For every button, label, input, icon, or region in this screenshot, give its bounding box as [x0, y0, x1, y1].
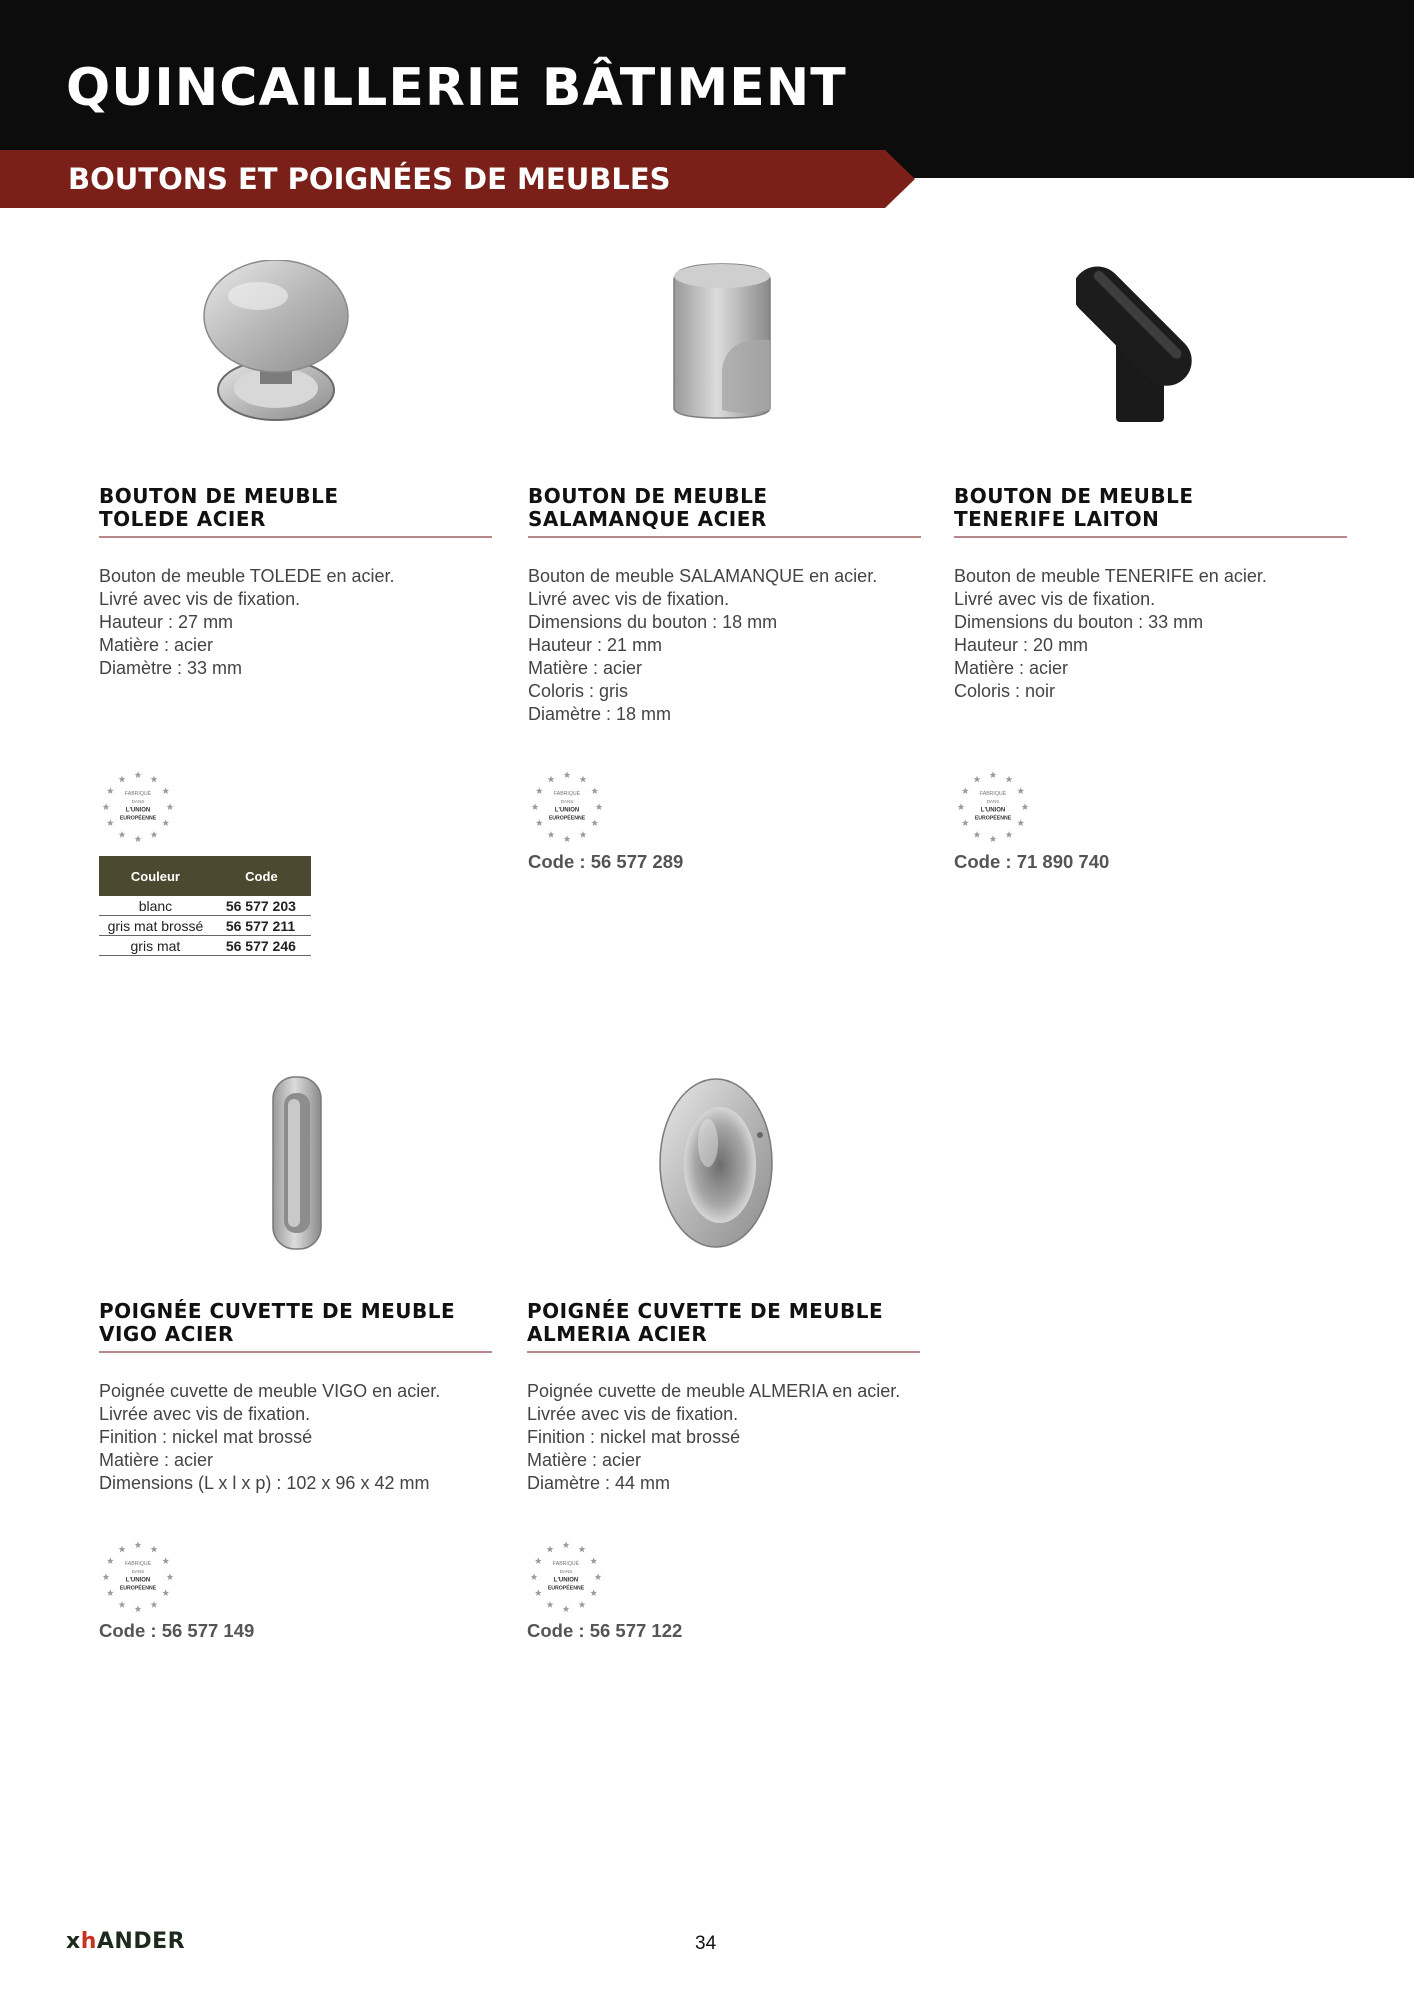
table-row [99, 936, 311, 956]
description-line: Hauteur : 21 mm [528, 635, 663, 655]
badge-star-icon [547, 1546, 554, 1553]
badge-star-icon [107, 819, 114, 826]
product-description [528, 565, 923, 726]
badge-star-icon [1017, 819, 1024, 826]
brand-logo [66, 1929, 185, 1954]
badge-star-icon [1006, 831, 1013, 838]
badge-star-icon [548, 831, 555, 838]
badge-star-icon [151, 831, 158, 838]
product-salamanque [528, 240, 923, 880]
badge-text: FABRIQUÉ [124, 1561, 152, 1567]
product-title-line: BOUTON DE MEUBLE [528, 484, 768, 508]
badge-star-icon [595, 1573, 602, 1580]
badge-text: EUROPÉENNE [119, 1585, 157, 1592]
product-title [954, 485, 1347, 538]
description-line: Matière : acier [99, 635, 214, 655]
badge-star-icon [167, 803, 174, 810]
product-code: Code : 56 577 149 [99, 1620, 255, 1641]
description-line: Matière : acier [527, 1450, 642, 1470]
badge-star-icon [974, 831, 981, 838]
product-title-line: VIGO ACIER [99, 1322, 234, 1346]
badge-star-icon [962, 819, 969, 826]
badge-star-icon [151, 1546, 158, 1553]
badge-star-icon [162, 819, 169, 826]
badge-text: DANS [559, 1569, 573, 1574]
description-line: Coloris : noir [954, 681, 1056, 701]
badge-text: L'UNION [980, 807, 1006, 814]
badge-star-icon [563, 1541, 570, 1548]
description-line: Hauteur : 20 mm [954, 635, 1089, 655]
description-line: Bouton de meuble TENERIFE en acier. [954, 566, 1267, 586]
badge-star-icon [535, 1589, 542, 1596]
badge-star-icon [580, 831, 587, 838]
table-row [99, 916, 311, 936]
badge-star-icon [536, 819, 543, 826]
product-description [99, 1380, 494, 1495]
description-line: Matière : acier [528, 658, 643, 678]
description-line: Livrée avec vis de fixation. [99, 1404, 311, 1424]
badge-star-icon [579, 1601, 586, 1608]
salamanque-knob-image [666, 260, 778, 422]
badge-star-icon [107, 1589, 114, 1596]
product-title-line: POIGNÉE CUVETTE DE MEUBLE [527, 1299, 884, 1323]
description-line: Dimensions (L x l x p) : 102 x 96 x 42 mm [99, 1473, 430, 1493]
page-number: 34 [695, 1933, 717, 1954]
badge-star-icon [162, 1557, 169, 1564]
description-line: Livrée avec vis de fixation. [527, 1404, 739, 1424]
badge-text: DANS [560, 799, 574, 804]
badge-star-icon [135, 835, 142, 842]
badge-text: FABRIQUÉ [553, 791, 581, 797]
badge-text: DANS [131, 799, 145, 804]
badge-star-icon [167, 1573, 174, 1580]
description-line: Dimensions du bouton : 33 mm [954, 612, 1204, 632]
product-description [954, 565, 1349, 703]
made-in-eu-badge [99, 768, 177, 846]
made-in-eu-badge [527, 1538, 605, 1616]
description-line: Livré avec vis de fixation. [954, 589, 1156, 609]
badge-star-icon [536, 787, 543, 794]
badge-star-icon [119, 776, 126, 783]
description-line: Matière : acier [99, 1450, 214, 1470]
badge-star-icon [591, 787, 598, 794]
product-title-line: TOLEDE ACIER [99, 507, 266, 531]
badge-star-icon [596, 803, 603, 810]
product-title-line: BOUTON DE MEUBLE [954, 484, 1194, 508]
badge-star-icon [547, 1601, 554, 1608]
brand-suffix: ANDER [96, 1929, 186, 1954]
badge-star-icon [162, 1589, 169, 1596]
badge-text: L'UNION [125, 807, 151, 814]
product-code: Code : 56 577 289 [528, 851, 684, 872]
product-title-line: POIGNÉE CUVETTE DE MEUBLE [99, 1299, 456, 1323]
product-tenerife [954, 240, 1349, 880]
product-title-line: BOUTON DE MEUBLE [99, 484, 339, 508]
description-line: Diamètre : 18 mm [528, 704, 672, 724]
badge-star-icon [1017, 787, 1024, 794]
table-cell-color: gris mat brossé [99, 916, 212, 936]
brand-h: h [80, 1929, 97, 1954]
badge-star-icon [103, 1573, 110, 1580]
badge-star-icon [107, 1557, 114, 1564]
tenerife-knob-image [1076, 246, 1216, 428]
product-tolede [99, 240, 494, 960]
badge-star-icon [162, 787, 169, 794]
badge-star-icon [564, 771, 571, 778]
badge-star-icon [591, 819, 598, 826]
badge-star-icon [119, 831, 126, 838]
product-title [99, 485, 492, 538]
description-line: Dimensions du bouton : 18 mm [528, 612, 778, 632]
product-title [528, 485, 921, 538]
badge-star-icon [962, 787, 969, 794]
made-in-eu-badge [99, 1538, 177, 1616]
vigo-handle-image [269, 1073, 325, 1255]
description-line: Poignée cuvette de meuble VIGO en acier. [99, 1381, 441, 1401]
description-line: Finition : nickel mat brossé [527, 1427, 741, 1447]
product-description [99, 565, 494, 680]
product-title [527, 1300, 920, 1353]
product-title-line: SALAMANQUE ACIER [528, 507, 767, 531]
section-title: BOUTONS ET POIGNÉES DE MEUBLES [68, 162, 671, 196]
product-title [99, 1300, 492, 1353]
product-title-line: ALMERIA ACIER [527, 1322, 708, 1346]
badge-star-icon [135, 1541, 142, 1548]
badge-star-icon [531, 1573, 538, 1580]
table-header-code: Code [212, 856, 311, 896]
product-almeria [527, 1055, 922, 1655]
table-cell-code: 56 577 211 [212, 916, 311, 936]
color-code-table [99, 856, 311, 956]
badge-text: EUROPÉENNE [974, 815, 1012, 822]
badge-text: DANS [131, 1569, 145, 1574]
product-code: Code : 56 577 122 [527, 1620, 683, 1641]
tolede-knob-image [198, 260, 354, 425]
almeria-handle-image [658, 1073, 776, 1253]
description-line: Diamètre : 44 mm [527, 1473, 671, 1493]
badge-text: FABRIQUÉ [552, 1561, 580, 1567]
badge-star-icon [135, 1605, 142, 1612]
description-line: Diamètre : 33 mm [99, 658, 243, 678]
badge-star-icon [119, 1601, 126, 1608]
description-line: Bouton de meuble TOLEDE en acier. [99, 566, 395, 586]
badge-star-icon [990, 835, 997, 842]
badge-star-icon [532, 803, 539, 810]
badge-star-icon [563, 1605, 570, 1612]
badge-text: EUROPÉENNE [548, 815, 586, 822]
product-code: Code : 71 890 740 [954, 851, 1110, 872]
table-cell-code: 56 577 246 [212, 936, 311, 956]
badge-text: EUROPÉENNE [119, 815, 157, 822]
product-description [527, 1380, 922, 1495]
badge-star-icon [535, 1557, 542, 1564]
badge-star-icon [548, 776, 555, 783]
badge-star-icon [107, 787, 114, 794]
table-cell-color: blanc [99, 896, 212, 916]
badge-star-icon [564, 835, 571, 842]
product-title-line: TENERIFE LAITON [954, 507, 1160, 531]
badge-text: L'UNION [553, 1577, 579, 1584]
brand-prefix: x [66, 1929, 81, 1954]
badge-star-icon [151, 1601, 158, 1608]
description-line: Coloris : gris [528, 681, 629, 701]
page-title: QUINCAILLERIE BÂTIMENT [66, 58, 847, 118]
badge-star-icon [590, 1589, 597, 1596]
description-line: Finition : nickel mat brossé [99, 1427, 313, 1447]
table-header-color: Couleur [99, 856, 212, 896]
made-in-eu-badge [528, 768, 606, 846]
badge-star-icon [590, 1557, 597, 1564]
badge-text: L'UNION [125, 1577, 151, 1584]
badge-star-icon [580, 776, 587, 783]
table-row [99, 896, 311, 916]
badge-text: EUROPÉENNE [547, 1585, 585, 1592]
description-line: Matière : acier [954, 658, 1069, 678]
badge-text: FABRIQUÉ [979, 791, 1007, 797]
product-vigo [99, 1055, 494, 1655]
description-line: Livré avec vis de fixation. [528, 589, 730, 609]
description-line: Livré avec vis de fixation. [99, 589, 301, 609]
badge-text: DANS [986, 799, 1000, 804]
table-cell-color: gris mat [99, 936, 212, 956]
badge-text: L'UNION [554, 807, 580, 814]
badge-star-icon [958, 803, 965, 810]
badge-star-icon [990, 771, 997, 778]
badge-star-icon [1006, 776, 1013, 783]
description-line: Poignée cuvette de meuble ALMERIA en acier. [527, 1381, 901, 1401]
table-cell-code: 56 577 203 [212, 896, 311, 916]
badge-star-icon [974, 776, 981, 783]
badge-star-icon [1022, 803, 1029, 810]
badge-star-icon [119, 1546, 126, 1553]
badge-star-icon [103, 803, 110, 810]
badge-text: FABRIQUÉ [124, 791, 152, 797]
badge-star-icon [135, 771, 142, 778]
badge-star-icon [579, 1546, 586, 1553]
description-line: Bouton de meuble SALAMANQUE en acier. [528, 566, 878, 586]
description-line: Hauteur : 27 mm [99, 612, 234, 632]
made-in-eu-badge [954, 768, 1032, 846]
badge-star-icon [151, 776, 158, 783]
